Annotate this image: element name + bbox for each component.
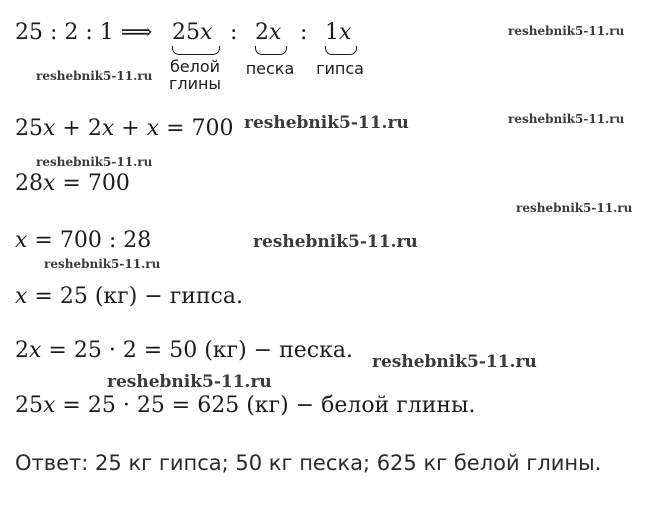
- underbrace-clay: [172, 46, 220, 55]
- label-sand: песка: [245, 59, 295, 78]
- watermark: reshebnik5-11.ru: [516, 201, 633, 215]
- equation-sum: 25x + 2x + x = 700: [15, 116, 234, 141]
- ratio-numbers: 25 : 2 : 1: [15, 20, 114, 45]
- ratio-term-clay: 25x: [172, 20, 213, 45]
- equation-28x: 28x = 700: [15, 171, 130, 196]
- watermark: reshebnik5-11.ru: [36, 155, 153, 169]
- ratio-term-gypsum: 1x: [325, 20, 352, 45]
- ratio-sep-1: :: [230, 20, 238, 45]
- underbrace-gypsum: [325, 46, 357, 55]
- ratio-term-sand: 2x: [255, 20, 282, 45]
- watermark: reshebnik5-11.ru: [253, 232, 418, 252]
- watermark: reshebnik5-11.ru: [508, 24, 625, 38]
- watermark: reshebnik5-11.ru: [107, 372, 272, 392]
- watermark: reshebnik5-11.ru: [44, 257, 161, 271]
- underbrace-sand: [255, 46, 287, 55]
- label-gypsum: гипса: [316, 59, 364, 78]
- implies-arrow: ⟹: [120, 20, 153, 45]
- ratio-prefix: [15, 20, 152, 46]
- watermark: reshebnik5-11.ru: [372, 352, 537, 372]
- equation-x-division: x = 700 : 28: [15, 228, 152, 253]
- equation-sand: 2x = 25 · 2 = 50 (кг) − песка.: [15, 338, 353, 363]
- answer-line: Ответ: 25 кг гипса; 50 кг песка; 625 кг белой глины.: [15, 451, 602, 475]
- watermark: reshebnik5-11.ru: [508, 112, 625, 126]
- watermark: reshebnik5-11.ru: [36, 69, 153, 83]
- equation-gypsum: x = 25 (кг) − гипса.: [15, 284, 243, 309]
- watermark: reshebnik5-11.ru: [244, 113, 409, 133]
- ratio-sep-2: :: [300, 20, 308, 45]
- equation-white-clay: 25x = 25 · 25 = 625 (кг) − белой глины.: [15, 393, 476, 418]
- label-white-clay: белой глины: [168, 57, 222, 93]
